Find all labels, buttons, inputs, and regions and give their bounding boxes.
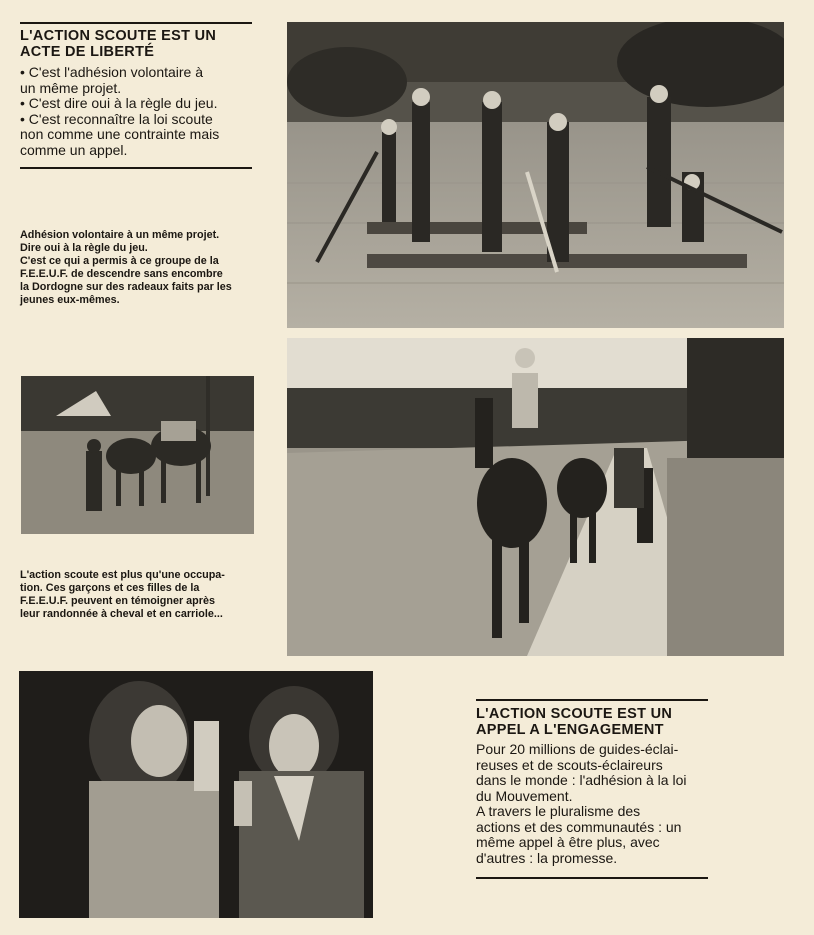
section1-heading-line1: L'ACTION SCOUTE EST UN: [20, 28, 217, 44]
caption-line: F.E.E.U.F. peuvent en témoigner après: [20, 595, 215, 607]
section2-body: [476, 742, 712, 866]
bullet-item: [20, 112, 256, 159]
body-line: d'autres : la promesse.: [476, 849, 618, 866]
caption-horses: [20, 569, 256, 621]
bullet-item: [20, 96, 256, 112]
section1-heading: [20, 28, 216, 60]
caption-line: la Dordogne sur des radeaux faits par les: [20, 281, 232, 293]
caption-line: F.E.E.U.F. de descendre sans encombre: [20, 268, 223, 280]
photo-rafts-on-river: [287, 22, 784, 328]
bullet-line: non comme une contrainte mais: [20, 126, 220, 142]
caption-line: C'est ce qui a permis à ce groupe de la: [20, 255, 219, 267]
caption-line: Dire oui à la règle du jeu.: [20, 242, 148, 254]
caption-line: Adhésion volontaire à un même projet.: [20, 229, 220, 241]
section2-paragraph-1: [476, 742, 712, 804]
bullet-line: un même projet.: [20, 79, 122, 96]
caption-line: L'action scoute est plus qu'une occupa-: [20, 569, 225, 581]
bottom-rule-section2: [476, 877, 708, 879]
top-rule-section2: [476, 699, 708, 701]
body-line: Pour 20 millions de guides-éclai-: [476, 741, 679, 757]
bullet-line: comme un appel.: [20, 141, 128, 158]
caption-line: tion. Ces garçons et ces filles de la: [20, 582, 200, 594]
body-line: reuses et de scouts-éclaireurs: [476, 756, 663, 773]
section2-heading-line1: L'ACTION SCOUTE EST UN: [476, 706, 673, 722]
body-line: A travers le pluralisme des: [476, 803, 641, 819]
section2-paragraph-2: [476, 804, 712, 866]
section1-bullets: [20, 65, 256, 158]
bullet-line: • C'est dire oui à la règle du jeu.: [20, 95, 218, 111]
section1-heading-line2: ACTE DE LIBERTÉ: [20, 44, 155, 60]
photo-scout-promise: [19, 671, 373, 918]
photo-horses-camp: [21, 376, 254, 534]
body-line: dans le monde : l'adhésion à la loi: [476, 772, 687, 788]
section2-heading-line2: APPEL A L'ENGAGEMENT: [476, 722, 664, 738]
bullet-item: [20, 65, 256, 96]
body-line: actions et des communautés : un: [476, 818, 682, 835]
caption-rafts: [20, 229, 256, 307]
section2-heading: [476, 706, 672, 738]
body-line: du Mouvement.: [476, 787, 573, 804]
bottom-rule-section1: [20, 167, 252, 169]
body-line: même appel à être plus, avec: [476, 834, 660, 850]
photo-rider-on-path: [287, 338, 784, 656]
bullet-line: • C'est reconnaître la loi scoute: [20, 110, 213, 127]
top-rule-section1: [20, 22, 252, 24]
bullet-line: • C'est l'adhésion volontaire à: [20, 64, 204, 80]
caption-line: leur randonnée à cheval et en carriole...: [20, 608, 223, 620]
caption-line: jeunes eux-mêmes.: [20, 294, 120, 306]
